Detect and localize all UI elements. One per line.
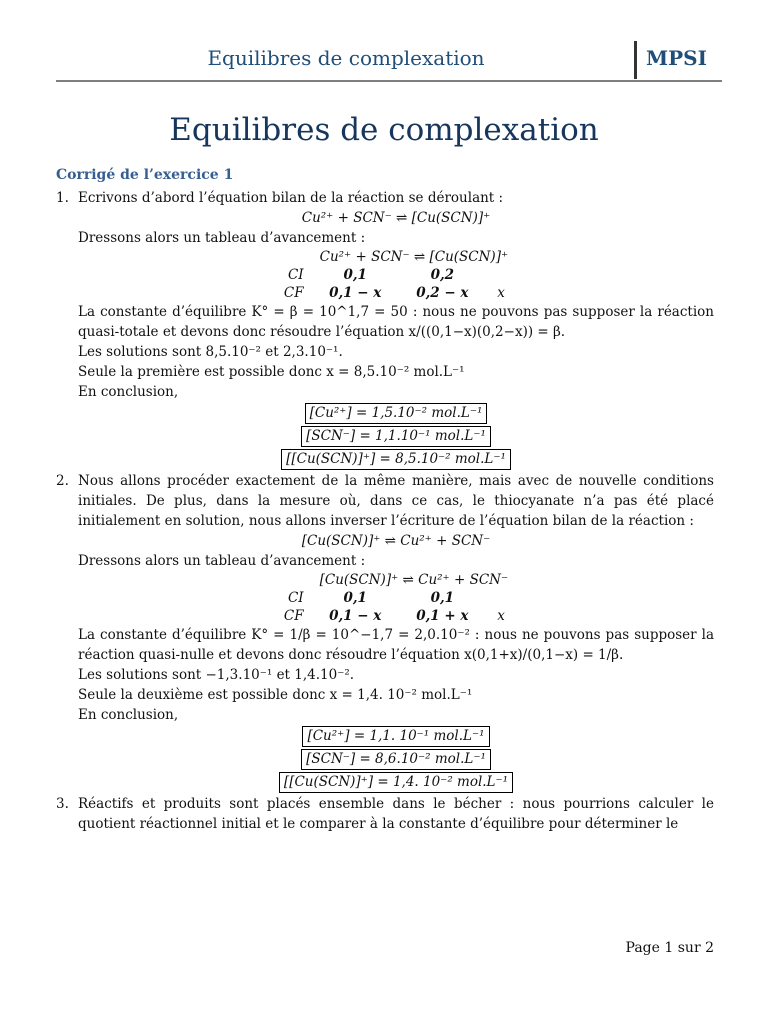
header-title: Equilibres de complexation [207, 46, 485, 70]
result-box: [SCN⁻] = 1,1.10⁻¹ mol.L⁻¹ [301, 426, 491, 447]
list-item-2 [56, 471, 714, 794]
solutions-text: Les solutions sont −1,3.10⁻¹ et 1,4.10⁻². [78, 667, 355, 683]
table-cell: x [497, 608, 505, 624]
constant-text: La constante d’équilibre K° = β = 10^1,7 = 50 : nous ne pouvons pas supposer la réaction quasi-totale et devons donc résoudre l’équation x/((0,1−x)(0,2−x)) = β. [78, 304, 714, 340]
item-number: 3. [56, 796, 69, 812]
table-cell [486, 266, 516, 284]
table-cell: CI [287, 267, 304, 283]
item-intro: Ecrivons d’abord l’équation bilan de la réaction se déroulant : [78, 190, 504, 206]
table-cell: 0,1 + x [416, 608, 469, 624]
result-box: [[Cu(SCN)]⁺] = 1,4. 10⁻² mol.L⁻¹ [279, 772, 513, 793]
result-box: [[Cu(SCN)]⁺] = 8,5.10⁻² mol.L⁻¹ [281, 449, 511, 470]
table-cell: 0,2 − x [416, 285, 469, 301]
table-cell: 0,1 − x [329, 608, 382, 624]
list-item-3 [56, 794, 714, 834]
table-cell: 0,2 [430, 267, 455, 283]
header-divider [634, 41, 637, 79]
choice-text: Seule la deuxième est possible donc x = 1,4. 10⁻² mol.L⁻¹ [78, 687, 473, 703]
result-box: [SCN⁻] = 8,6.10⁻² mol.L⁻¹ [301, 749, 491, 770]
table-intro: Dressons alors un tableau d’avancement : [78, 230, 366, 246]
table-intro: Dressons alors un tableau d’avancement : [78, 553, 366, 569]
table-cell: CF [283, 285, 304, 301]
progress-table [276, 571, 516, 625]
choice-text: Seule la première est possible donc x = 8,5.10⁻² mol.L⁻¹ [78, 364, 465, 380]
result-box: [Cu²⁺] = 1,5.10⁻² mol.L⁻¹ [305, 403, 488, 424]
progress-table [276, 248, 516, 302]
document-title: Equilibres de complexation [169, 112, 599, 148]
item-intro: Réactifs et produits sont placés ensemble dans le bécher : nous pourrions calculer le quotient réactionnel initial et le comparer à la constante d’équilibre pour déterminer le [78, 796, 714, 832]
item-number: 2. [56, 473, 69, 489]
result-box: [Cu²⁺] = 1,1. 10⁻¹ mol.L⁻¹ [302, 726, 489, 747]
solutions-text: Les solutions sont 8,5.10⁻² et 2,3.10⁻¹. [78, 344, 343, 360]
section-heading: Corrigé de l’exercice 1 [56, 167, 234, 183]
conclusion-text: En conclusion, [78, 707, 179, 723]
conclusion-text: En conclusion, [78, 384, 179, 400]
list-item-1 [56, 188, 714, 471]
table-cell [486, 589, 516, 607]
reaction-equation: Cu²⁺ + SCN⁻ ⇌ [Cu(SCN)]⁺ [301, 210, 491, 226]
table-cell: 0,1 − x [329, 285, 382, 301]
table-cell: 0,1 [343, 590, 367, 606]
table-equation: [Cu(SCN)]⁺ ⇌ Cu²⁺ + SCN⁻ [319, 572, 509, 588]
item-number: 1. [56, 190, 69, 206]
page-header [56, 38, 722, 82]
header-course: MPSI [646, 46, 707, 70]
constant-text: La constante d’équilibre K° = 1/β = 10^−1,7 = 2,0.10⁻² : nous ne pouvons pas supposer la réaction quasi-nulle et devons donc résoudre l’équation x(0,1+x)/(0,1−x) = 1/β. [78, 627, 714, 663]
table-cell: 0,1 [430, 590, 455, 606]
document-body [56, 188, 714, 834]
table-equation: Cu²⁺ + SCN⁻ ⇌ [Cu(SCN)]⁺ [319, 249, 509, 265]
table-cell: CF [283, 608, 304, 624]
table-cell: CI [287, 590, 304, 606]
item-intro: Nous allons procéder exactement de la même manière, mais avec de nouvelle conditions initiales. De plus, dans la mesure où, dans ce cas, le thiocyanate n’a pas été placé initialement en solution, nous allons inverser l’écriture de l’équation bilan de la réaction : [78, 473, 714, 529]
page-number: Page 1 sur 2 [625, 940, 714, 956]
table-cell: 0,1 [343, 267, 367, 283]
reaction-equation: [Cu(SCN)]⁺ ⇌ Cu²⁺ + SCN⁻ [301, 533, 491, 549]
table-cell: x [497, 285, 505, 301]
